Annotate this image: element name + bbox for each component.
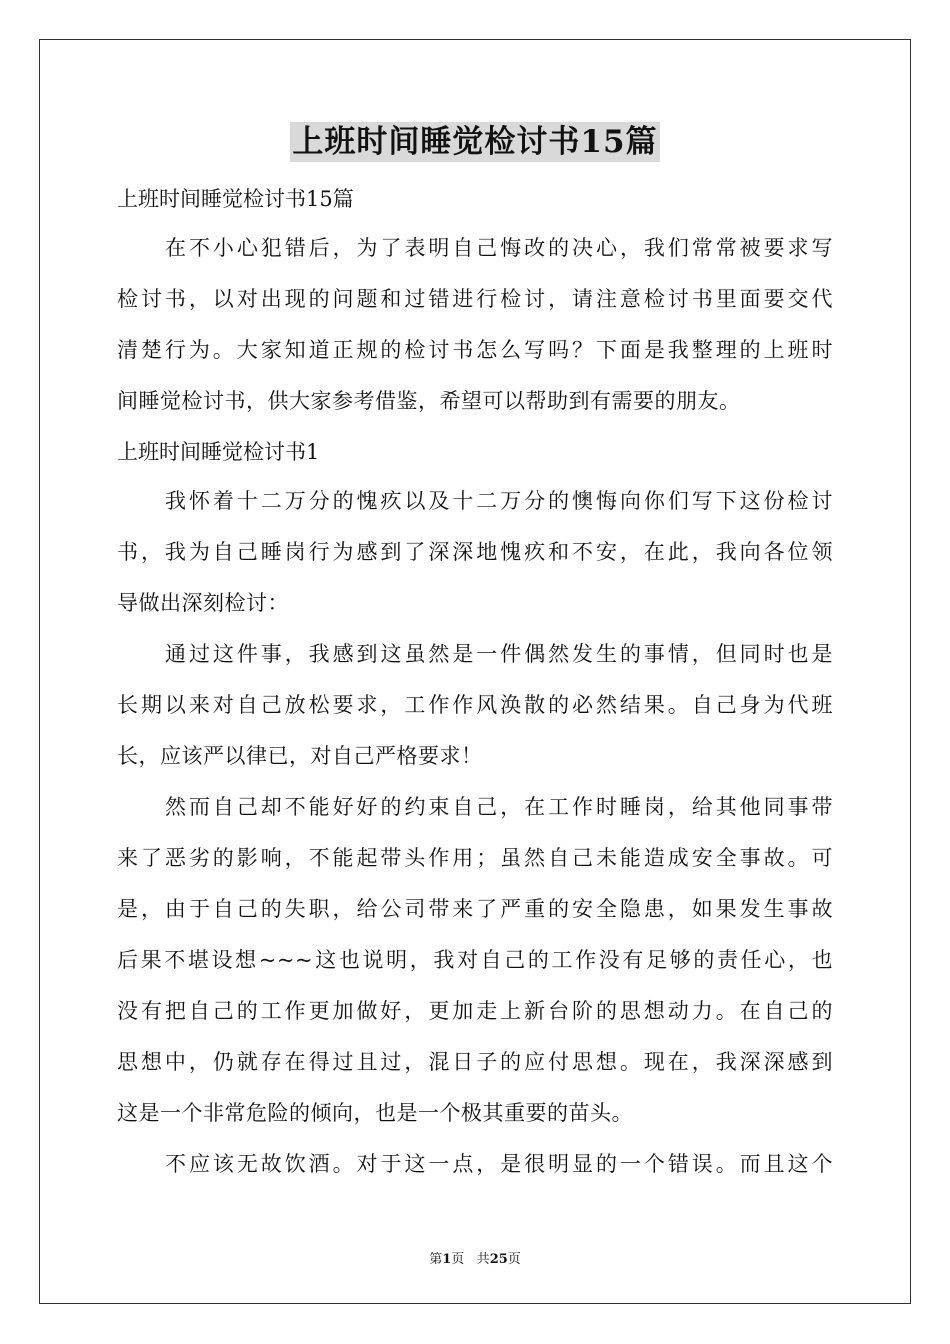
paragraph-line: 是，由于自己的失职，给公司带来了严重的安全隐患，如果发生事故 [117, 897, 833, 921]
paragraph-line: 后果不堪设想~~~这也说明，我对自己的工作没有足够的责任心，也 [117, 948, 833, 972]
page-footer [0, 1248, 950, 1267]
title-container [0, 122, 950, 162]
paragraph-line: 检讨书，以对出现的问题和过错进行检讨，请注意检讨书里面要交代 [117, 287, 833, 311]
section-heading: 上班时间睡觉检讨书1 [117, 440, 320, 464]
paragraph-line: 导做出深刻检讨： [117, 591, 289, 615]
page-number: 1 [442, 1252, 452, 1267]
document-subtitle: 上班时间睡觉检讨书15篇 [117, 187, 354, 211]
paragraph-line: 思想中，仍就存在得过且过，混日子的应付思想。现在，我深深感到 [117, 1050, 833, 1074]
document-title: 上班时间睡觉检讨书15篇 [292, 124, 658, 160]
paragraph-line: 在不小心犯错后，为了表明自己悔改的决心，我们常常被要求写 [165, 236, 833, 260]
paragraph-line: 我怀着十二万分的愧疚以及十二万分的懊悔向你们写下这份检讨 [165, 489, 833, 513]
document-body [117, 182, 833, 1198]
paragraph-line: 没有把自己的工作更加做好，更加走上新台阶的思想动力。在自己的 [117, 999, 833, 1023]
total-pages: 25 [489, 1252, 508, 1267]
paragraph-line: 这是一个非常危险的倾向，也是一个极其重要的苗头。 [117, 1101, 633, 1125]
paragraph-line: 长，应该严以律已，对自己严格要求！ [117, 744, 483, 768]
page-suffix: 页 [451, 1252, 465, 1267]
intro-paragraph [117, 231, 833, 418]
body-paragraph-1 [117, 484, 833, 620]
body-paragraph-4 [117, 1147, 833, 1181]
total-prefix: 共 [476, 1252, 490, 1267]
paragraph-line: 通过这件事，我感到这虽然是一件偶然发生的事情，但同时也是 [165, 642, 833, 666]
paragraph-line: 间睡觉检讨书，供大家参考借鉴，希望可以帮助到有需要的朋友。 [117, 389, 741, 413]
paragraph-line: 来了恶劣的影响，不能起带头作用；虽然自己未能造成安全事故。可 [117, 846, 833, 870]
body-paragraph-2 [117, 637, 833, 773]
body-paragraph-3 [117, 790, 833, 1130]
paragraph-line: 清楚行为。大家知道正规的检讨书怎么写吗？下面是我整理的上班时 [117, 338, 833, 362]
paragraph-line: 然而自己却不能好好的约束自己，在工作时睡岗，给其他同事带 [165, 795, 833, 819]
paragraph-line: 不应该无故饮酒。对于这一点，是很明显的一个错误。而且这个 [165, 1152, 833, 1176]
total-suffix: 页 [507, 1252, 521, 1267]
paragraph-line: 长期以来对自己放松要求，工作作风涣散的必然结果。自己身为代班 [117, 693, 833, 717]
page-prefix: 第 [429, 1252, 443, 1267]
paragraph-line: 书，我为自己睡岗行为感到了深深地愧疚和不安，在此，我向各位领 [117, 540, 833, 564]
